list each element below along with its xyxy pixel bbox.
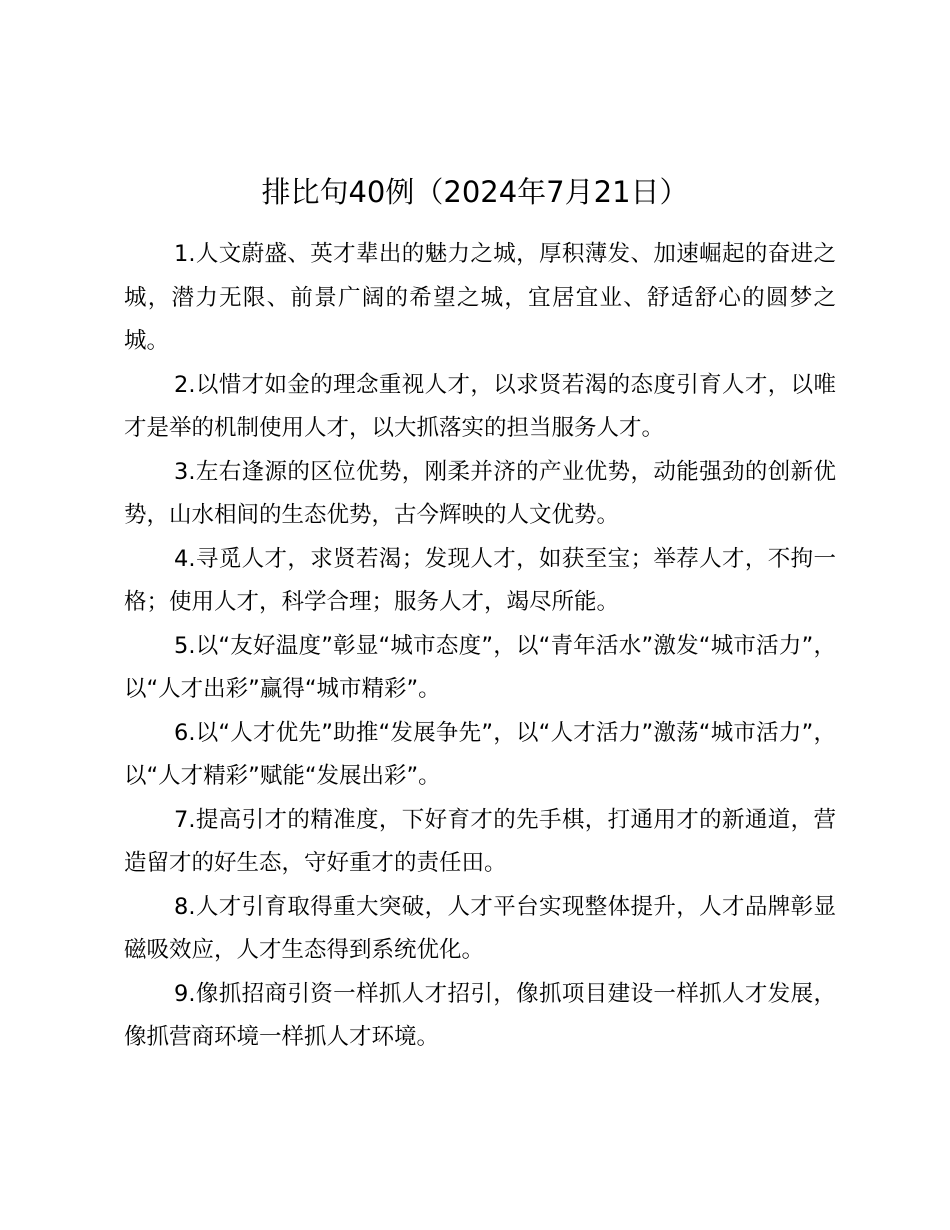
paragraph-8: 8.人才引育取得重大突破，人才平台实现整体提升，人才品牌彰显磁吸效应，人才生态得到系统优化。 [124, 893, 836, 963]
paragraph-1: 1.人文蔚盛、英才辈出的魅力之城，厚积薄发、加速崛起的奋进之城，潜力无限、前景广阔的希望之城，宜居宜业、舒适舒心的圆梦之城。 [124, 241, 836, 354]
paragraph-6: 6.以“人才优先”助推“发展争先”，以“人才活力”激荡“城市活力”，以“人才精彩”赋能“发展出彩”。 [124, 719, 836, 789]
paragraph-7: 7.提高引才的精准度，下好育才的先手棋，打通用才的新通道，营造留才的好生态，守好重才的责任田。 [124, 806, 836, 876]
paragraph-2: 2.以惜才如金的理念重视人才，以求贤若渴的态度引育人才，以唯才是举的机制使用人才，以大抓落实的担当服务人才。 [124, 371, 836, 441]
paragraph-3: 3.左右逢源的区位优势，刚柔并济的产业优势，动能强劲的创新优势，山水相间的生态优势，古今辉映的人文优势。 [124, 458, 836, 528]
paragraph-4: 4.寻觅人才，求贤若渴；发现人才，如获至宝；举荐人才，不拘一格；使用人才，科学合理；服务人才，竭尽所能。 [124, 545, 836, 615]
document-title: 排比句40例（2024年7月21日） [261, 175, 689, 209]
paragraph-5: 5.以“友好温度”彰显“城市态度”，以“青年活水”激发“城市活力”，以“人才出彩”赢得“城市精彩”。 [124, 632, 836, 702]
document-body [124, 233, 836, 1060]
paragraph-9: 9.像抓招商引资一样抓人才招引，像抓项目建设一样抓人才发展，像抓营商环境一样抓人才环境。 [124, 980, 836, 1050]
